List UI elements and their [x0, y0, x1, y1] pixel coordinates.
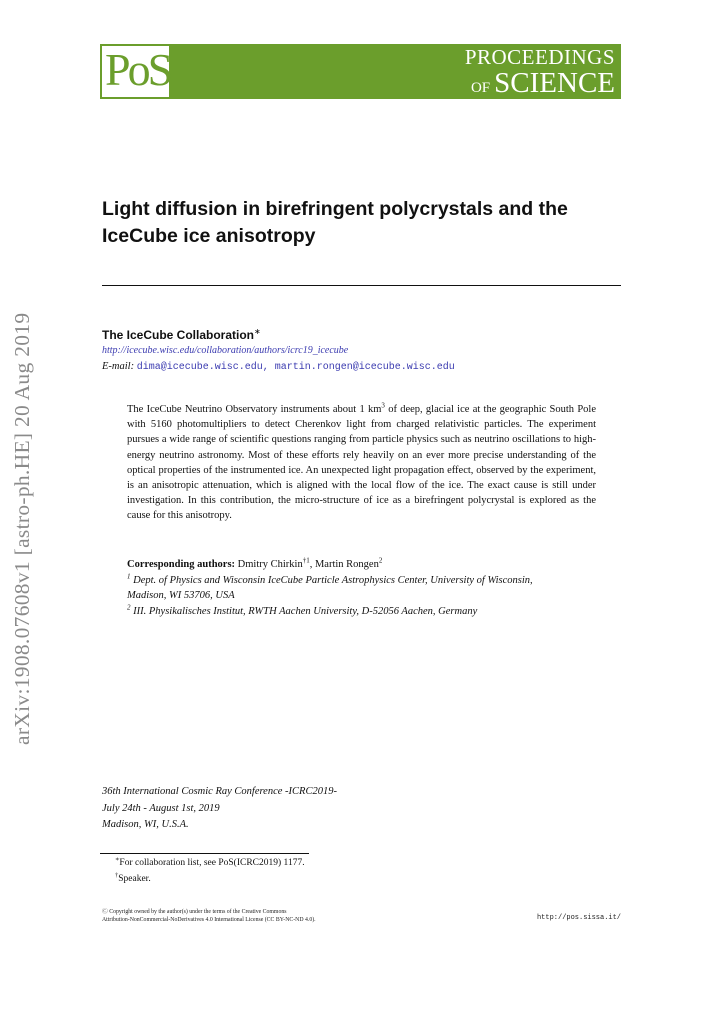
title-rule — [102, 285, 621, 286]
copyright-line-2: Attribution-NonCommercial-NoDerivatives 4.0 International License (CC BY-NC-ND 4.0). — [102, 916, 316, 923]
banner-science: SCIENCE — [494, 67, 615, 99]
affiliation-1-cont: Madison, WI 53706, USA — [127, 590, 235, 601]
arxiv-identifier: arXiv:1908.07608v1 [astro-ph.HE] 20 Aug 2019 — [10, 312, 34, 745]
footnote-1 — [115, 855, 305, 868]
email-addresses[interactable]: dima@icecube.wisc.edu, martin.rongen@icecube.wisc.edu — [136, 362, 455, 373]
paper-title — [102, 196, 622, 250]
corresponding-authors — [127, 557, 607, 619]
aff2-num: 2 — [127, 603, 131, 611]
author-footnote-mark: ∗ — [254, 327, 261, 336]
footnote-2-text: Speaker. — [118, 874, 151, 884]
author-name-text: The IceCube Collaboration — [102, 328, 255, 342]
email-line — [102, 361, 455, 373]
footnote-rule — [100, 853, 309, 854]
copyright-line-1: Ⓒ Copyright owned by the author(s) under the terms of the Creative Commons — [102, 909, 287, 915]
corr-author-2-sup: 2 — [378, 556, 383, 565]
collaboration-url[interactable]: http://icecube.wisc.edu/collaboration/authors/icrc19_icecube — [102, 345, 349, 356]
banner-of-science — [471, 68, 615, 98]
conference-dates: July 24th - August 1st, 2019 — [102, 802, 220, 814]
abstract — [127, 402, 596, 524]
aff1-num: 1 — [127, 572, 131, 580]
pos-logo-text: PoS — [105, 44, 171, 95]
abstract-part-2: of deep, glacial ice at the geographic South Pole with 5160 photomultipliers to detect Cherenkov light from charged relativistic particles. The experiment pursues a wide range of scientific questions ranging from particle physics such as neutrino oscillations to high-energy neutrino astronomy. Most of these efforts rely heavily on an ever more precise understanding of the optical properties of the instrumented ice. An unexpected light propagation effect, observed by the experiment, is an anisotropic attenuation, which is aligned with the local flow of the ice. The exact cause is still under investigation. In this contribution, the micro-structure of ice as a birefringent polycrystal is explored as the cause for this anisotropy. — [127, 404, 596, 522]
corresponding-label: Corresponding authors: — [127, 559, 236, 570]
banner-of: OF — [470, 80, 491, 96]
title-line-1: Light diffusion in birefringent polycrystals and the — [102, 198, 568, 220]
abstract-superscript: 3 — [381, 401, 385, 410]
abstract-part-1: The IceCube Neutrino Observatory instruments about 1 km — [127, 404, 382, 415]
affiliation-1 — [127, 573, 607, 589]
footnote-2 — [115, 871, 151, 884]
conference-info — [102, 784, 337, 834]
affiliation-2 — [127, 604, 607, 620]
conference-name: 36th International Cosmic Ray Conference -ICRC2019- — [102, 786, 337, 797]
copyright-notice — [102, 909, 316, 924]
pos-url[interactable]: http://pos.sissa.it/ — [536, 914, 621, 922]
pos-banner — [100, 44, 621, 99]
footnote-2-mark: † — [115, 871, 119, 879]
conference-location: Madison, WI, U.S.A. — [102, 819, 189, 830]
banner-proceedings: PROCEEDINGS — [464, 45, 615, 69]
aff1-text: Dept. of Physics and Wisconsin IceCube Particle Astrophysics Center, University of Wisconsin, — [133, 574, 533, 586]
pos-logo — [102, 46, 169, 97]
footnote-1-mark: ∗ — [115, 855, 120, 863]
corr-sep: , — [309, 559, 315, 570]
corresponding-line — [127, 557, 607, 573]
footnote-1-text: For collaboration list, see PoS(ICRC2019) 1177. — [119, 858, 305, 868]
corr-author-1-sup: †1 — [302, 556, 310, 565]
aff2-text: III. Physikalisches Institut, RWTH Aachen University, D-52056 Aachen, Germany — [133, 605, 478, 617]
corr-author-1: Dmitry Chirkin — [237, 559, 303, 570]
title-line-2: IceCube ice anisotropy — [102, 225, 316, 247]
email-label: E-mail: — [102, 361, 135, 372]
corr-author-2: Martin Rongen — [314, 559, 379, 570]
author-name — [102, 327, 261, 342]
